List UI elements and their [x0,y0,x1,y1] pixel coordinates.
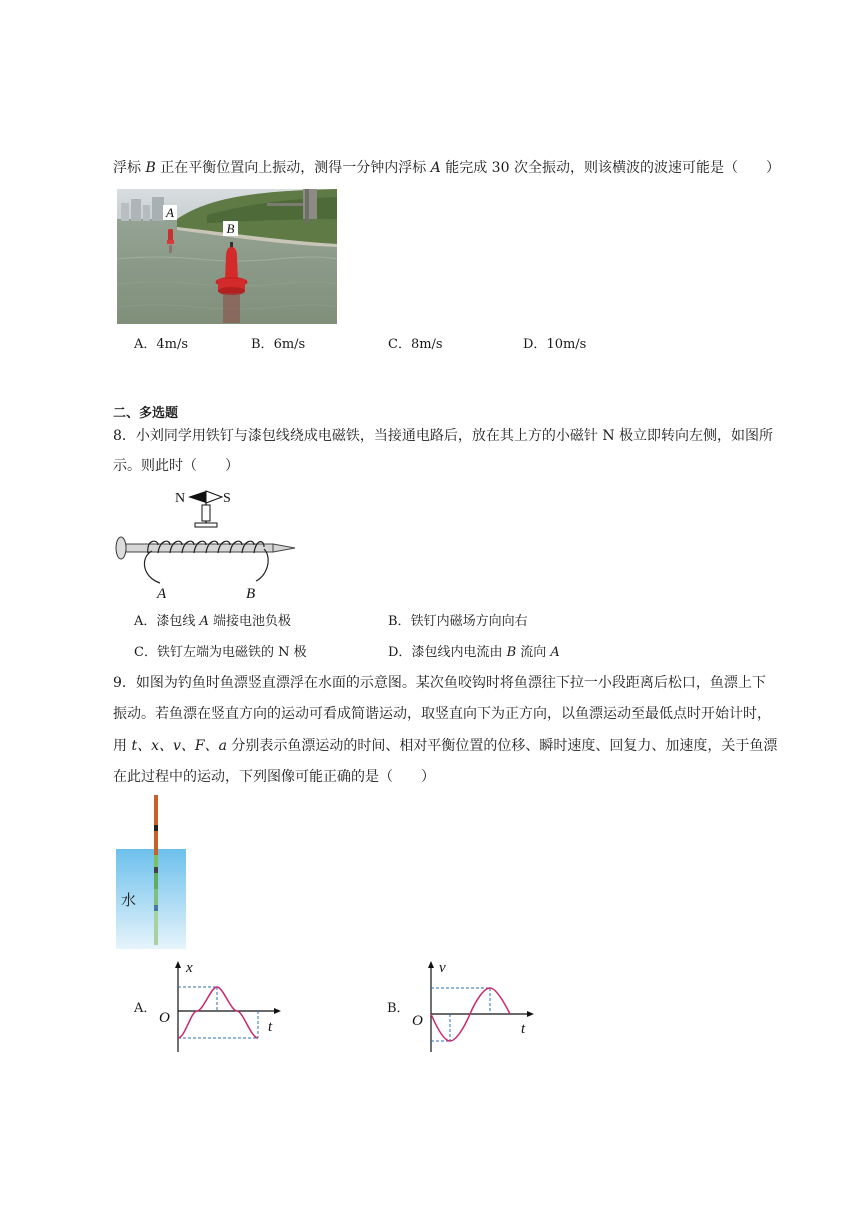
q9-option-a-letter[interactable]: A． [134,1001,157,1016]
option-text: 4m/s [156,337,189,352]
q8-option-d[interactable] [388,644,560,662]
q8-option-c[interactable] [134,644,307,662]
option-letter: A． [134,337,157,352]
option-letter: D． [388,645,412,660]
option-text-mid: 流向 [516,645,551,660]
q9-option-b-letter[interactable]: B． [387,1001,410,1016]
q7-option-d[interactable] [523,336,586,354]
q7-stem [113,158,780,178]
photo-label-a: A [166,205,174,220]
electromagnet-figure [110,485,305,605]
photo-label-b: B [226,221,235,236]
q9-graph-a [155,958,285,1055]
q7-var-b: B [145,160,156,176]
option-letter: A． [134,614,157,629]
q8-stem-line-1: 8．小刘同学用铁钉与漆包线绕成电磁铁，当接通电路后，放在其上方的小磁针 N 极立即转向左侧，如图所 [113,428,774,444]
graph-a-xlabel: t [268,1019,273,1035]
needle-label-s: S [223,491,231,506]
option-letter: C． [134,645,157,660]
water-label: 水 [121,891,137,909]
option-letter: C． [388,337,411,352]
option-var: B [506,645,517,660]
option-text: 漆包线内电流由 [411,645,507,660]
option-letter: D． [523,337,547,352]
section-heading: 二、多选题 [113,406,179,421]
q7-option-b[interactable] [251,336,305,354]
q8-option-a[interactable] [134,613,291,631]
q9-graph-b [408,958,538,1055]
q9-line3-text-1: 用 [113,738,132,754]
option-text: 铁钉左端为电磁铁的 N 极 [156,645,307,660]
graph-a-ylabel: x [186,960,193,976]
q8-stem-line-2: 示。则此时（ ） [113,458,239,474]
fishing-float-figure [115,795,190,950]
q7-var-a: A [430,160,441,176]
graph-b-origin: O [412,1013,423,1029]
q8-option-b[interactable] [388,613,528,631]
q7-stem-text-2: 正在平衡位置向上振动，测得一分钟内浮标 [155,160,431,176]
needle-label-n: N [175,491,186,506]
graph-b-ylabel: v [439,960,446,976]
q7-stem-text-1: 浮标 [113,160,146,176]
q9-stem-line-1: 9．如图为钓鱼时鱼漂竖直漂浮在水面的示意图。某次鱼咬钩时将鱼漂往下拉一小段距离后松口，鱼漂上下 [113,675,766,691]
option-text: 8m/s [410,337,443,352]
option-text: 铁钉内磁场方向向右 [410,614,528,629]
buoy-photo [117,189,337,324]
q9-stem-line-3 [113,736,777,756]
q9-stem-line-4: 在此过程中的运动，下列图像可能正确的是（ ） [113,769,435,785]
wire-label-a: A [157,586,167,602]
q7-stem-text-3: 能完成 30 次全振动，则该横波的波速可能是（ ） [440,160,780,176]
option-text: 漆包线 [156,614,200,629]
q9-variables: t、x、v、F、a [131,738,227,754]
graph-a-origin: O [159,1010,170,1026]
q9-line3-text-2: 分别表示鱼漂运动的时间、相对平衡位置的位移、瞬时速度、回复力、加速度，关于鱼漂 [226,738,778,754]
option-text-end: 端接电池负极 [208,614,292,629]
option-var-2: A [550,645,560,660]
option-text: 6m/s [273,337,306,352]
q9-stem-line-2: 振动。若鱼漂在竖直方向的运动可看成简谐运动，取竖直向下为正方向，以鱼漂运动至最低点时开始计时， [113,706,771,722]
graph-b-xlabel: t [521,1021,526,1037]
option-text: 10m/s [546,337,587,352]
q7-option-c[interactable] [388,336,443,354]
option-letter: B． [388,614,411,629]
option-var: A [199,614,209,629]
compass-needle [175,491,231,527]
option-letter: B． [251,337,274,352]
wire-label-b: B [246,586,256,602]
q7-option-a[interactable] [134,336,188,354]
